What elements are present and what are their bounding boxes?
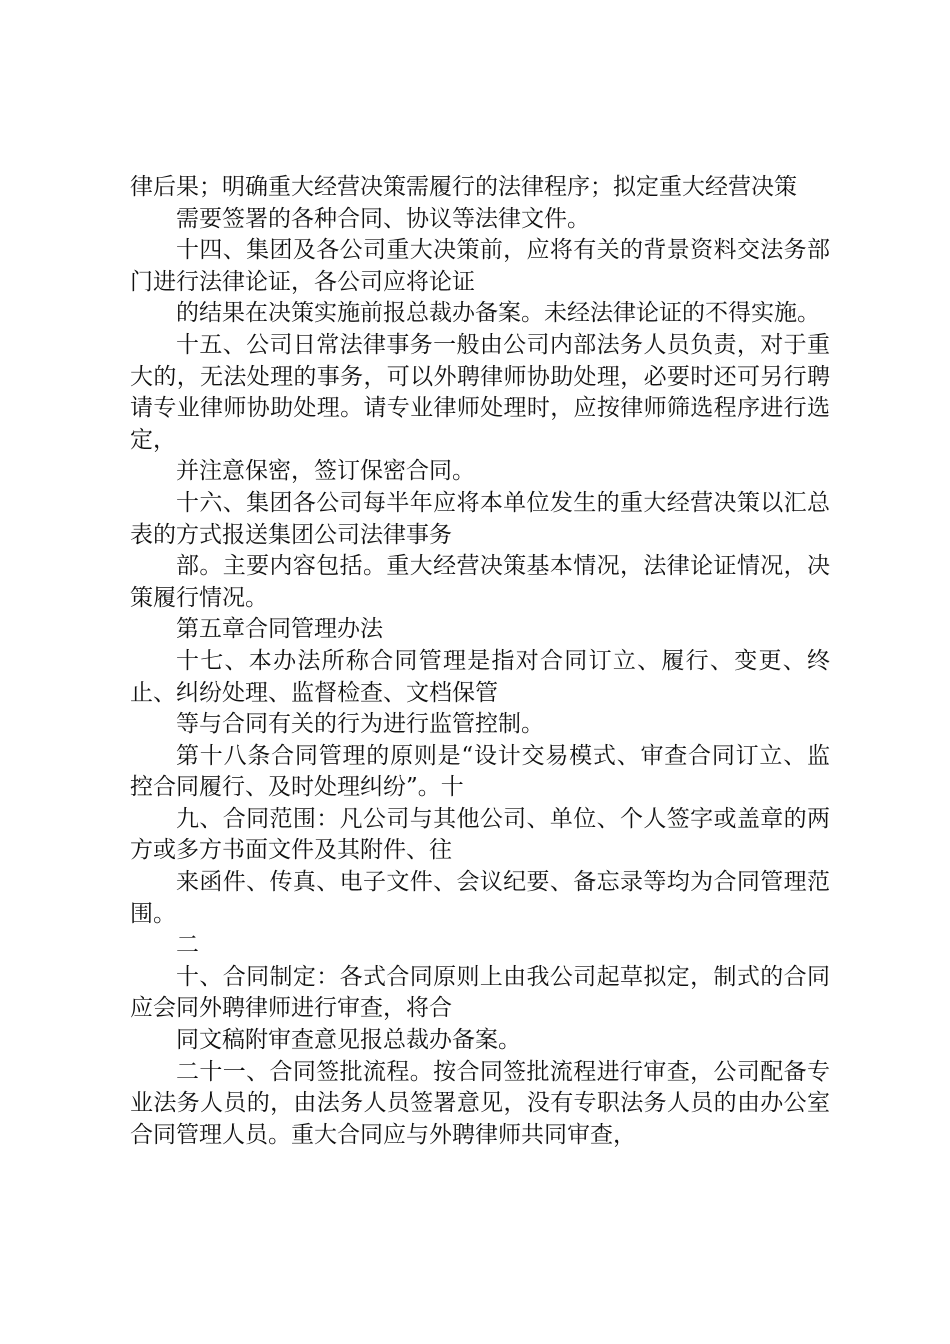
paragraph: 十七、本办法所称合同管理是指对合同订立、履行、变更、终止、纠纷处理、监督检查、文档保管	[130, 647, 830, 706]
paragraph: 来函件、传真、电子文件、会议纪要、备忘录等均为合同管理范围。	[130, 869, 830, 927]
chapter-heading: 第五章合同管理办法	[176, 616, 383, 643]
paragraph: 并注意保密，签订保密合同。	[176, 458, 475, 485]
paragraph: 九、合同范围：凡公司与其他公司、单位、个人签字或盖章的两方或多方书面文件及其附件、往	[130, 805, 830, 864]
paragraph: 二	[176, 932, 199, 959]
paragraph: 十五、公司日常法律事务一般由公司内部法务人员负责，对于重大的，无法处理的事务，可以外聘律师协助处理，必要时还可另行聘请专业律师协助处理。请专业律师处理时，应按律师筛选程序进行选定，	[130, 331, 830, 453]
paragraph: 需要签署的各种合同、协议等法律文件。	[176, 205, 590, 232]
paragraph: 第十八条合同管理的原则是“设计交易模式、审查合同订立、监控合同履行、及时处理纠纷”。十	[130, 742, 830, 801]
paragraph: 二十一、合同签批流程。按合同签批流程进行审查，公司配备专业法务人员的，由法务人员签署意见，没有专职法务人员的由办公室合同管理人员。重大合同应与外聘律师共同审查，	[130, 1058, 830, 1148]
paragraph: 十六、集团各公司每半年应将本单位发生的重大经营决策以汇总表的方式报送集团公司法律事务	[130, 489, 830, 548]
paragraph: 的结果在决策实施前报总裁办备案。未经法律论证的不得实施。	[176, 300, 820, 327]
paragraph: 律后果；明确重大经营决策需履行的法律程序；拟定重大经营决策	[130, 174, 797, 200]
paragraph: 部。主要内容包括。重大经营决策基本情况，法律论证情况，决策履行情况。	[130, 553, 830, 611]
paragraph: 同文稿附审查意见报总裁办备案。	[176, 1027, 521, 1054]
paragraph: 十、合同制定：各式合同原则上由我公司起草拟定，制式的合同应会同外聘律师进行审查，将合	[130, 963, 830, 1022]
document-body	[130, 172, 830, 1151]
paragraph: 等与合同有关的行为进行监管控制。	[176, 711, 544, 738]
paragraph: 十四、集团及各公司重大决策前，应将有关的背景资料交法务部门进行法律论证，各公司应将论证	[130, 237, 830, 295]
